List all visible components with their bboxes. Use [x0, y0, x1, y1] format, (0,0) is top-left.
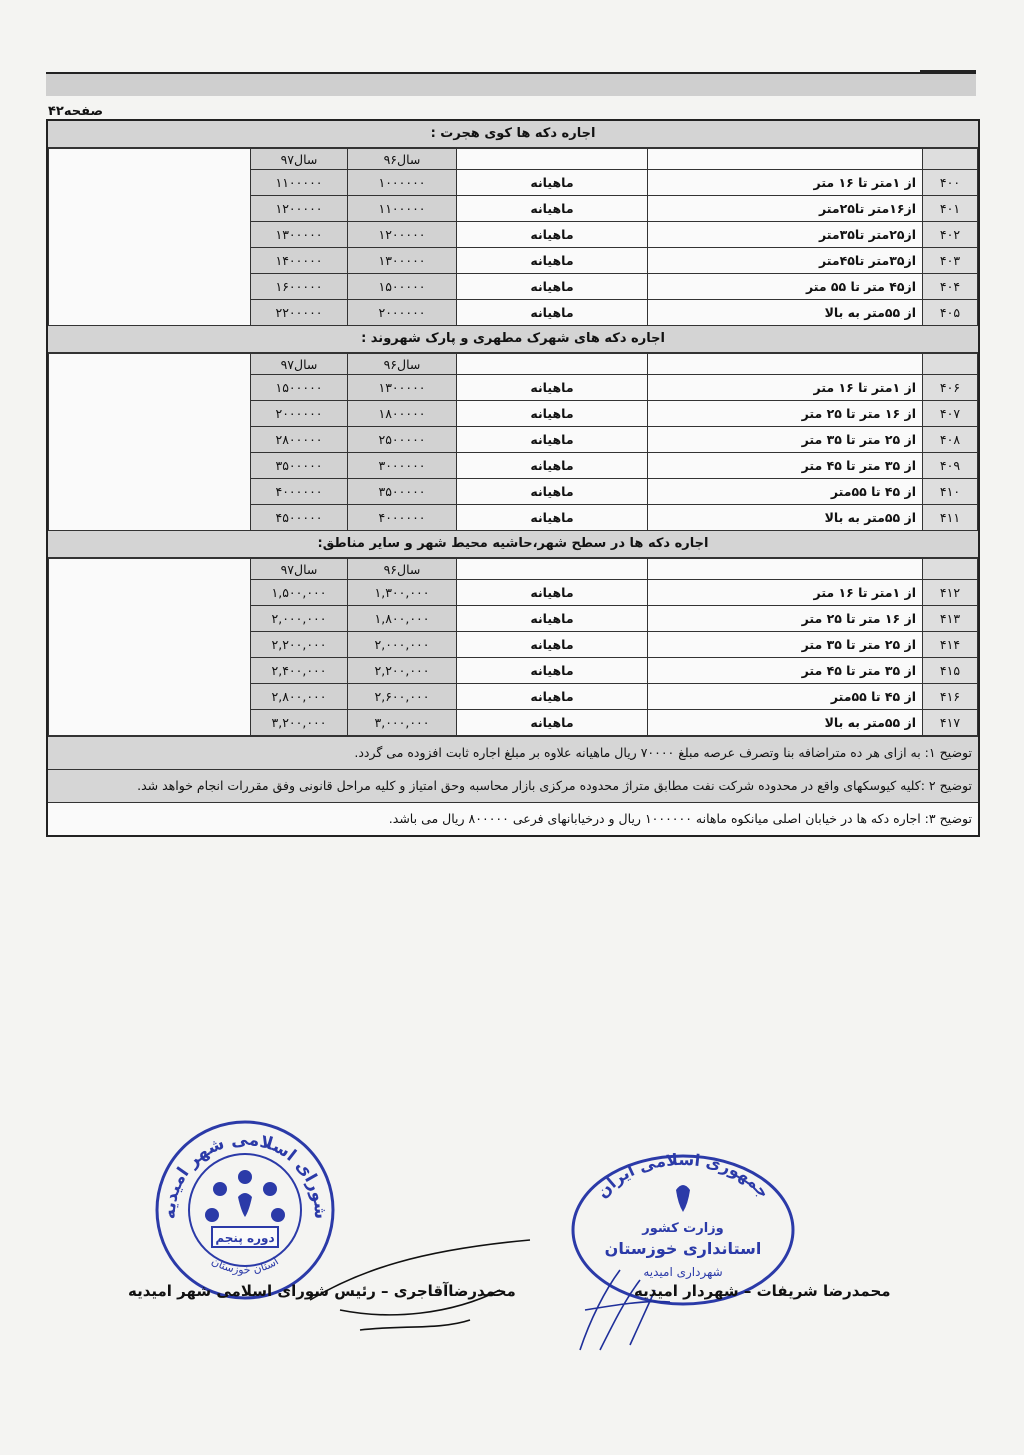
description-header [648, 149, 923, 170]
tariff-table [48, 353, 978, 531]
price-year96: ۱۰۰۰۰۰۰ [348, 170, 457, 196]
blank-column [49, 354, 251, 531]
period: ماهیانه [457, 375, 648, 401]
area-description: از ۴۵ تا ۵۵متر [648, 684, 923, 710]
price-year96: ۱۵۰۰۰۰۰ [348, 274, 457, 300]
section-title: اجاره دکه های شهرک مطهری و پارک شهروند : [48, 326, 978, 353]
price-year97: ۱,۵۰۰,۰۰۰ [251, 580, 348, 606]
period-header [457, 559, 648, 580]
price-year97: ۲۰۰۰۰۰۰ [251, 401, 348, 427]
price-year96: ۲۵۰۰۰۰۰ [348, 427, 457, 453]
area-description: از۱۶متر تا۲۵متر [648, 196, 923, 222]
table-header-row [49, 149, 978, 170]
area-description: از ۲۵ متر تا ۳۵ متر [648, 427, 923, 453]
row-number: ۴۱۲ [923, 580, 978, 606]
year97-header: سال۹۷ [251, 559, 348, 580]
period: ماهیانه [457, 453, 648, 479]
header-rule [920, 70, 976, 72]
area-description: از ۱متر تا ۱۶ متر [648, 580, 923, 606]
year96-header: سال۹۶ [348, 559, 457, 580]
period: ماهیانه [457, 170, 648, 196]
period: ماهیانه [457, 248, 648, 274]
price-year96: ۲,۲۰۰,۰۰۰ [348, 658, 457, 684]
row-number: ۴۱۱ [923, 505, 978, 531]
price-year97: ۳۵۰۰۰۰۰ [251, 453, 348, 479]
stamp-bottom-text: استان خوزستان [209, 1254, 281, 1277]
area-description: از ۱۶ متر تا ۲۵ متر [648, 401, 923, 427]
row-number: ۴۱۰ [923, 479, 978, 505]
row-number: ۴۰۷ [923, 401, 978, 427]
area-description: از ۲۵ متر تا ۳۵ متر [648, 632, 923, 658]
stamp-line-3: شهرداری امیدیه [643, 1265, 723, 1279]
period: ماهیانه [457, 505, 648, 531]
year96-header: سال۹۶ [348, 149, 457, 170]
row-number: ۴۱۷ [923, 710, 978, 736]
price-year96: ۱۱۰۰۰۰۰ [348, 196, 457, 222]
price-year96: ۱۸۰۰۰۰۰ [348, 401, 457, 427]
period: ماهیانه [457, 222, 648, 248]
price-year97: ۴۵۰۰۰۰۰ [251, 505, 348, 531]
area-description: از۳۵متر تا۴۵متر [648, 248, 923, 274]
row-number: ۴۰۳ [923, 248, 978, 274]
row-number: ۴۰۸ [923, 427, 978, 453]
row-number: ۴۱۵ [923, 658, 978, 684]
signature-right-icon [560, 1250, 680, 1360]
section-title: اجاره دکه ها در سطح شهر،حاشیه محیط شهر و سایر مناطق: [48, 531, 978, 558]
period: ماهیانه [457, 684, 648, 710]
period: ماهیانه [457, 401, 648, 427]
tariff-table [48, 148, 978, 326]
price-year96: ۲,۶۰۰,۰۰۰ [348, 684, 457, 710]
table-header-row [49, 354, 978, 375]
area-description: از۲۵متر تا۳۵متر [648, 222, 923, 248]
row-number: ۴۰۶ [923, 375, 978, 401]
price-year97: ۱۳۰۰۰۰۰ [251, 222, 348, 248]
price-year97: ۲۲۰۰۰۰۰ [251, 300, 348, 326]
blank-column [49, 149, 251, 326]
row-number-header [923, 149, 978, 170]
row-number-header [923, 354, 978, 375]
price-year97: ۲,۰۰۰,۰۰۰ [251, 606, 348, 632]
note-3: توضیح ۳: اجاره دکه ها در خیابان اصلی میانکوه ماهانه ۱۰۰۰۰۰۰ ریال و درخیابانهای فرعی ۸۰۰۰۰۰ ریال می باشد. [48, 802, 978, 835]
tariff-table [48, 558, 978, 736]
stamp-arc-text: شورای اسلامی شهر امیدیه [159, 1129, 331, 1220]
price-year96: ۱۲۰۰۰۰۰ [348, 222, 457, 248]
row-number-header [923, 559, 978, 580]
price-year96: ۲۰۰۰۰۰۰ [348, 300, 457, 326]
price-year97: ۱۱۰۰۰۰۰ [251, 170, 348, 196]
area-description: از ۵۵متر به بالا [648, 505, 923, 531]
area-description: از ۳۵ متر تا ۴۵ متر [648, 658, 923, 684]
price-year96: ۳۰۰۰۰۰۰ [348, 453, 457, 479]
period: ماهیانه [457, 658, 648, 684]
description-header [648, 354, 923, 375]
price-year96: ۳,۰۰۰,۰۰۰ [348, 710, 457, 736]
price-year96: ۲,۰۰۰,۰۰۰ [348, 632, 457, 658]
area-description: از۴۵ متر تا ۵۵ متر [648, 274, 923, 300]
area-description: از ۴۵ تا ۵۵متر [648, 479, 923, 505]
price-year96: ۱۳۰۰۰۰۰ [348, 248, 457, 274]
stamp-line-1: وزارت کشور [642, 1221, 724, 1236]
year97-header: سال۹۷ [251, 354, 348, 375]
row-number: ۴۰۰ [923, 170, 978, 196]
section-title: اجاره دکه ها کوی هجرت : [48, 121, 978, 148]
area-description: از ۵۵متر به بالا [648, 300, 923, 326]
period: ماهیانه [457, 196, 648, 222]
emblem-icon [205, 1170, 285, 1222]
period: ماهیانه [457, 479, 648, 505]
row-number: ۴۰۴ [923, 274, 978, 300]
price-year97: ۱۴۰۰۰۰۰ [251, 248, 348, 274]
row-number: ۴۱۴ [923, 632, 978, 658]
price-year97: ۱۲۰۰۰۰۰ [251, 196, 348, 222]
price-year97: ۲,۸۰۰,۰۰۰ [251, 684, 348, 710]
period-header [457, 354, 648, 375]
period: ماهیانه [457, 606, 648, 632]
price-year97: ۱۶۰۰۰۰۰ [251, 274, 348, 300]
table-header-row [49, 559, 978, 580]
description-header [648, 559, 923, 580]
price-year97: ۲,۴۰۰,۰۰۰ [251, 658, 348, 684]
area-description: از ۳۵ متر تا ۴۵ متر [648, 453, 923, 479]
tariff-sheet [46, 119, 980, 837]
price-year97: ۴۰۰۰۰۰۰ [251, 479, 348, 505]
council-head-signature: محمدرضاآقاجری – رئیس شورای اسلامی شهر امیدیه [128, 1282, 516, 1300]
period: ماهیانه [457, 580, 648, 606]
area-description: از ۵۵متر به بالا [648, 710, 923, 736]
blank-column [49, 559, 251, 736]
price-year96: ۴۰۰۰۰۰۰ [348, 505, 457, 531]
price-year96: ۱,۸۰۰,۰۰۰ [348, 606, 457, 632]
page-number: صفحه۴۲ [48, 104, 104, 119]
note-1: توضیح ۱: به ازای هر ده متراضافه بنا وتصرف عرصه مبلغ ۷۰۰۰۰ ریال ماهیانه علاوه بر مبلغ اجاره ثابت افزوده می گردد. [48, 736, 978, 769]
emblem-icon [676, 1185, 690, 1212]
row-number: ۴۰۲ [923, 222, 978, 248]
area-description: از ۱متر تا ۱۶ متر [648, 375, 923, 401]
price-year96: ۳۵۰۰۰۰۰ [348, 479, 457, 505]
period: ماهیانه [457, 710, 648, 736]
mayor-signature: محمدرضا شریفات – شهردار امیدیه [634, 1282, 891, 1300]
area-description: از ۱۶ متر تا ۲۵ متر [648, 606, 923, 632]
note-2: توضیح ۲ :کلیه کیوسکهای واقع در محدوده شرکت نفت مطابق متراژ محدوده مرکزی بازار محاسبه وحق امتیاز و کلیه مراحل قانونی وفق مقررات انجام خواهد شد. [48, 769, 978, 802]
price-year97: ۱۵۰۰۰۰۰ [251, 375, 348, 401]
row-number: ۴۰۱ [923, 196, 978, 222]
row-number: ۴۰۵ [923, 300, 978, 326]
year96-header: سال۹۶ [348, 354, 457, 375]
stamp-term-text: دوره پنجم [215, 1231, 275, 1245]
row-number: ۴۰۹ [923, 453, 978, 479]
price-year97: ۲۸۰۰۰۰۰ [251, 427, 348, 453]
header-bar [46, 72, 976, 96]
price-year97: ۳,۲۰۰,۰۰۰ [251, 710, 348, 736]
year97-header: سال۹۷ [251, 149, 348, 170]
price-year96: ۱,۳۰۰,۰۰۰ [348, 580, 457, 606]
row-number: ۴۱۶ [923, 684, 978, 710]
row-number: ۴۱۳ [923, 606, 978, 632]
period: ماهیانه [457, 300, 648, 326]
stamp-arc-text: جمهوری اسلامی ایران [592, 1150, 774, 1202]
period: ماهیانه [457, 274, 648, 300]
area-description: از ۱متر تا ۱۶ متر [648, 170, 923, 196]
stamp-line-2: استانداری خوزستان [604, 1239, 762, 1258]
price-year96: ۱۳۰۰۰۰۰ [348, 375, 457, 401]
period-header [457, 149, 648, 170]
price-year97: ۲,۲۰۰,۰۰۰ [251, 632, 348, 658]
period: ماهیانه [457, 427, 648, 453]
period: ماهیانه [457, 632, 648, 658]
